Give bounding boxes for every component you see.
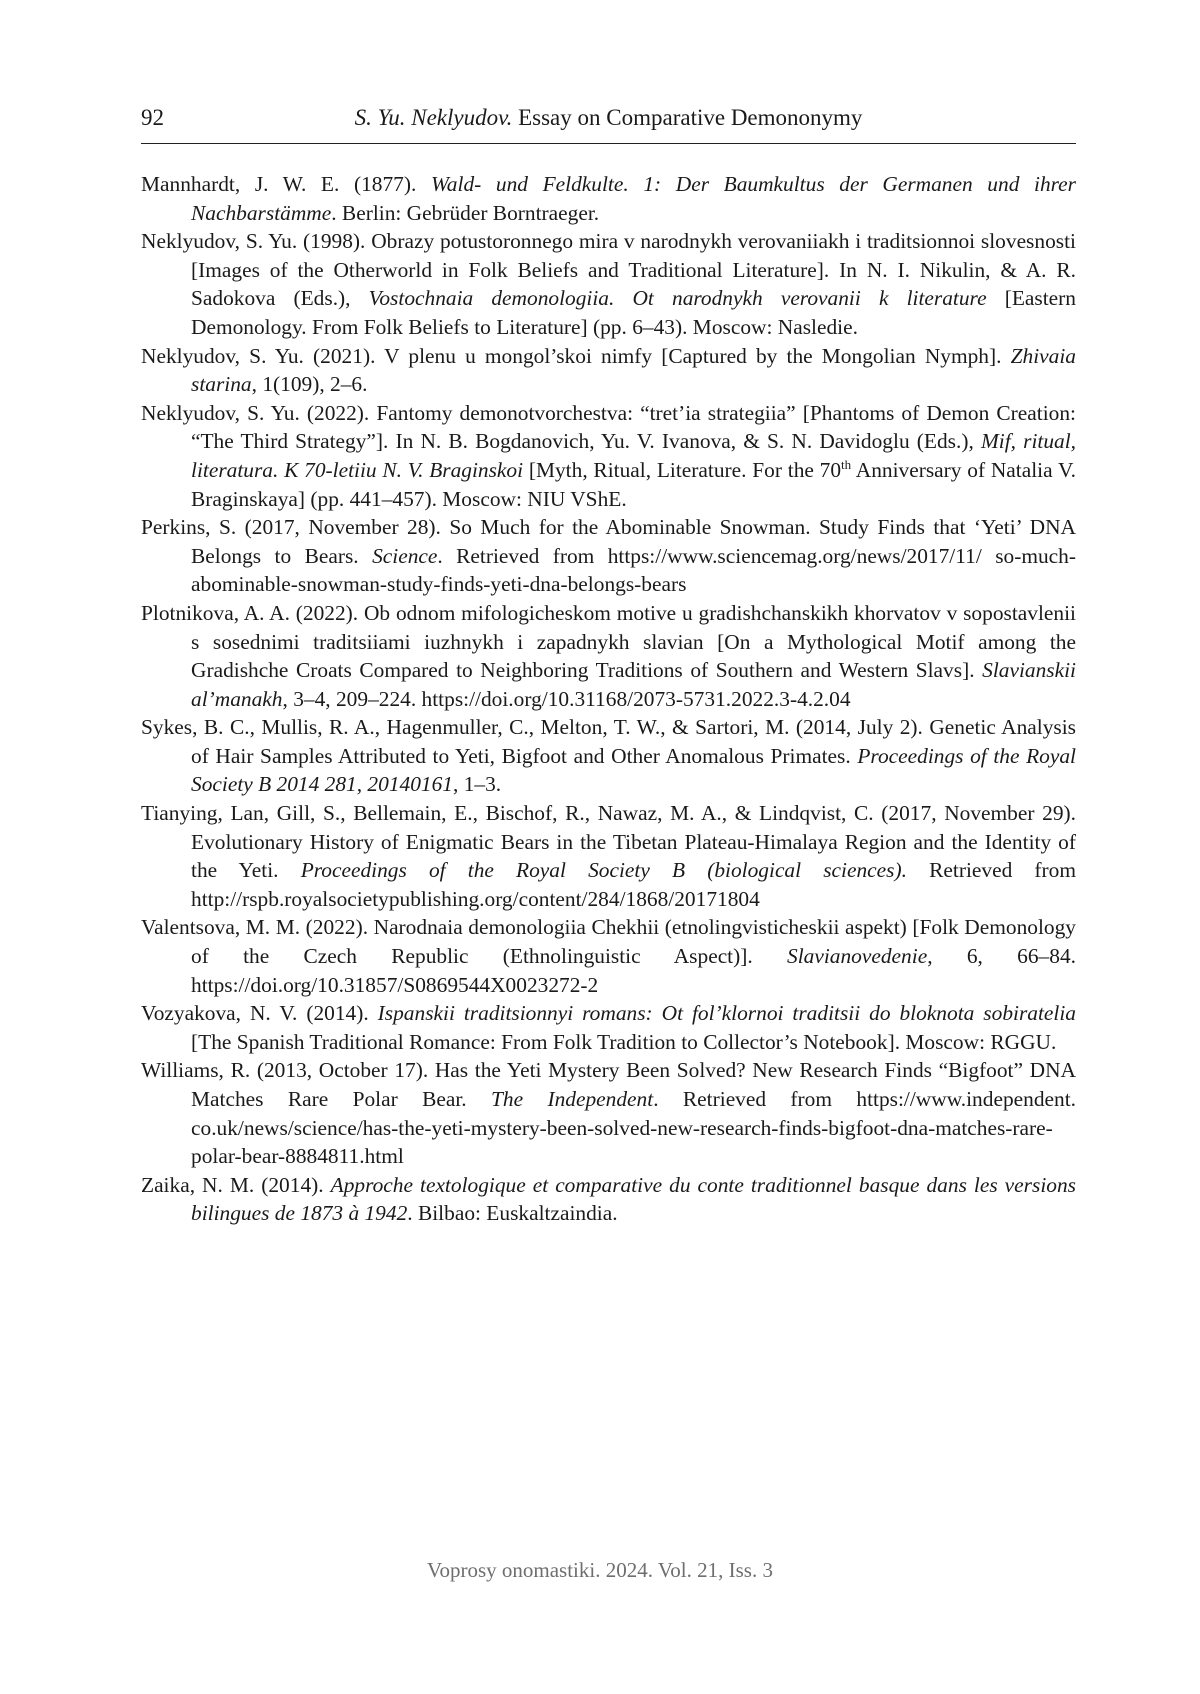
ordinal-suffix: th bbox=[841, 456, 852, 472]
reference-text: . Bilbao: Euskaltzaindia. bbox=[407, 1201, 618, 1226]
reference-text: Zaika, N. M. (2014). bbox=[141, 1172, 331, 1197]
reference-entry bbox=[141, 227, 1076, 341]
reference-title: Vostochnaia demonologiia. Ot narodnykh verovanii k literature bbox=[368, 286, 987, 311]
reference-text: Tianying, Lan, Gill, S., Bellemain, E., Bischof, R., Nawaz, M. A., & Lindqvist, C. (2017, November 29). Evolutionary History of Enigmatic Bears in the Tibetan Plateau-Himalaya Region and the Identity of the Yeti. bbox=[141, 801, 1076, 883]
reference-text: . Retrieved from https://www.sciencemag.org/news/2017/11/ so-much-abominable-snowman-study-finds-yeti-dna-belongs-bears bbox=[191, 543, 1076, 597]
page-number: 92 bbox=[141, 105, 164, 130]
reference-text: Williams, R. (2013, October 17). Has the Yeti Mystery Been Solved? New Research Finds “Bigfoot” DNA Matches Rare Polar Bear. bbox=[141, 1058, 1076, 1111]
reference-entry bbox=[141, 399, 1076, 513]
reference-entry bbox=[141, 342, 1076, 399]
reference-text: [Myth, Ritual, Literature. For the 70 bbox=[523, 457, 842, 482]
running-title bbox=[141, 103, 1076, 133]
reference-text: Anniversary of Natalia V. Braginskaya] (pp. 441–457). Moscow: NIU VShE. bbox=[191, 457, 1077, 511]
reference-text: Vozyakova, N. V. (2014). bbox=[141, 1001, 378, 1026]
reference-entry bbox=[141, 1171, 1076, 1228]
reference-title: The Independent bbox=[491, 1087, 654, 1111]
reference-text: [The Spanish Traditional Romance: From Folk Tradition to Collector’s Notebook]. Moscow: RGGU. bbox=[191, 1029, 1057, 1054]
reference-text: Mannhardt, J. W. E. (1877). bbox=[141, 172, 431, 196]
reference-entry bbox=[141, 599, 1076, 713]
reference-title: Proceedings of the Royal Society B 2014 281, 20140161 bbox=[191, 743, 1076, 797]
reference-text: . Berlin: Gebrüder Borntraeger. bbox=[331, 200, 600, 225]
reference-text: Neklyudov, S. Yu. (2022). Fantomy demonotvorchestva: “tret’ia strategiia” [Phantoms of Demon Creation: “The Third Strategy”]. In N. B. Bogdanovich, Yu. V. Ivanova, & S. N. Davidoglu (Eds.), bbox=[141, 400, 1076, 454]
reference-title: Approche textologique et comparative du conte traditionnel basque dans les versions bilingues de 1873 à 1942 bbox=[191, 1172, 1076, 1226]
reference-entry bbox=[141, 713, 1076, 799]
reference-entry bbox=[141, 913, 1076, 999]
reference-title: Science bbox=[372, 543, 438, 568]
reference-entry bbox=[141, 799, 1076, 913]
reference-title: Proceedings of the Royal Society B (biological sciences). bbox=[300, 858, 907, 883]
running-head bbox=[141, 103, 1076, 144]
reference-text: , 1(109), 2–6. bbox=[251, 372, 368, 397]
reference-entry bbox=[141, 1056, 1076, 1170]
reference-title: Slavianovedenie bbox=[787, 944, 928, 969]
running-title-author: S. Yu. Neklyudov. bbox=[354, 105, 513, 130]
reference-text: . Retrieved from https://www.independent. co.uk/news/science/has-the-yeti-mystery-been-solved-new-research-finds-bigfoot-dna-matches-rare-polar-bear-8884811.html bbox=[191, 1087, 1077, 1169]
reference-entry bbox=[141, 170, 1076, 227]
journal-footer: Voprosy onomastiki. 2024. Vol. 21, Iss. 3 bbox=[427, 1558, 773, 1582]
reference-text: , 3–4, 209–224. https://doi.org/10.31168/2073-5731.2022.3-4.2.04 bbox=[282, 686, 851, 711]
reference-list bbox=[141, 170, 1076, 1228]
reference-title: Ispanskii traditsionnyi romans: Ot fol’klornoi traditsii do bloknota sobiratelia bbox=[377, 1001, 1076, 1026]
reference-title: Slavianskii al’manakh bbox=[191, 658, 1076, 711]
reference-text: Retrieved from http://rspb.royalsocietypublishing.org/content/284/1868/20171804 bbox=[191, 858, 1076, 911]
reference-text: , 1–3. bbox=[453, 772, 502, 797]
reference-text: Neklyudov, S. Yu. (2021). V plenu u mongol’skoi nimfy [Captured by the Mongolian Nymph]. bbox=[141, 343, 1011, 368]
reference-entry bbox=[141, 999, 1076, 1056]
reference-text: Sykes, B. C., Mullis, R. A., Hagenmuller, C., Melton, T. W., & Sartori, M. (2014, July 2). Genetic Analysis of Hair Samples Attributed to Yeti, Bigfoot and Other Anomalous Primates. bbox=[141, 715, 1076, 768]
reference-entry bbox=[141, 513, 1076, 599]
reference-title: Zhivaia starina bbox=[191, 343, 1076, 397]
running-title-text: Essay on Comparative Demononymy bbox=[518, 105, 863, 130]
reference-text: Plotnikova, A. A. (2022). Ob odnom mifologicheskom motive u gradishchanskikh khorvatov v sopostavlenii s sosednimi traditsiiami iuzhnykh i zapadnykh slavian [On a Mythological Motif among the Gradishche Croats Compared to Neighboring Traditions of Southern and Western Slavs]. bbox=[141, 600, 1076, 683]
reference-title: Wald- und Feldkulte. 1: Der Baumkultus der Germanen und ihrer Nachbarstämme bbox=[191, 172, 1077, 225]
reference-text: Neklyudov, S. Yu. (1998). Obrazy potustoronnego mira v narodnykh verovaniiakh i traditsionnoi slovesnosti [Images of the Otherworld in Folk Beliefs and Traditional Literature]. In N. I. Nikulin, & A. R. Sadokova (Eds.), bbox=[141, 229, 1076, 311]
reference-text: Valentsova, M. M. (2022). Narodnaia demonologiia Chekhii (etnolingvisticheskii aspekt) [Folk Demonology of the Czech Republic (Ethnolinguistic Aspect)]. bbox=[141, 915, 1076, 969]
reference-text: Perkins, S. (2017, November 28). So Much for the Abominable Snowman. Study Finds that ‘Yeti’ DNA Belongs to Bears. bbox=[141, 515, 1076, 568]
reference-title: Mif, ritual, literatura. K 70-letiiu N. V. Braginskoi bbox=[191, 429, 1077, 482]
reference-text: [Eastern Demonology. From Folk Beliefs to Literature] (pp. 6–43). Moscow: Nasledie. bbox=[191, 286, 1076, 339]
reference-text: , 6, 66–84. https://doi.org/10.31857/S0869544X0023272-2 bbox=[191, 944, 1076, 997]
